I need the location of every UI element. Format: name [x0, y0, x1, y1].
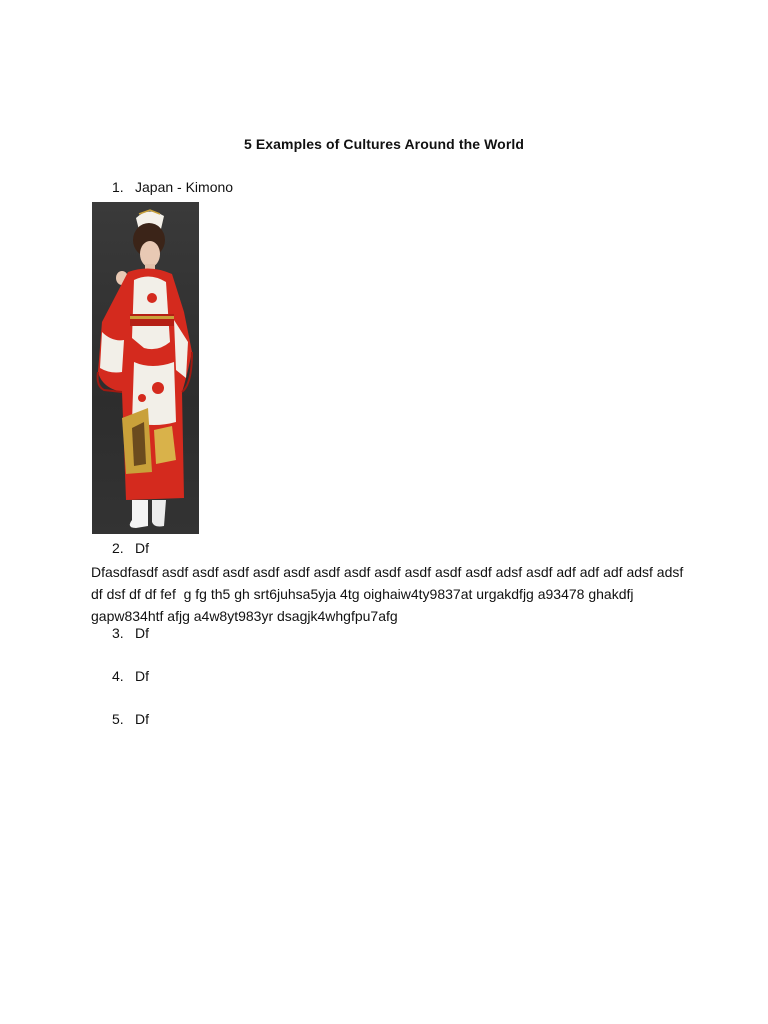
list-text: Df: [135, 540, 149, 556]
list-item: [112, 540, 149, 556]
list-number: 1.: [112, 179, 124, 195]
list-item: [112, 179, 233, 195]
list-number: 5.: [112, 711, 124, 727]
list-number: 4.: [112, 668, 124, 684]
body-paragraph: Dfasdfasdf asdf asdf asdf asdf asdf asdf asdf asdf asdf asdf asdf adsf asdf adf adf adf adsf adsf df dsf df df fef g fg th5 gh srt6juhsa5yja 4tg oighaiw4ty9837at urgakdfjg a93478 ghakdfj gapw834htf afjg a4w8yt983yr dsagjk4whgfpu7afg: [91, 564, 688, 624]
list-text: Df: [135, 625, 149, 641]
page-title: 5 Examples of Cultures Around the World: [243, 136, 525, 152]
list-text: Df: [135, 668, 149, 684]
list-text: Df: [135, 711, 149, 727]
list-item: [112, 668, 149, 684]
list-number: 3.: [112, 625, 124, 641]
list-text: Japan - Kimono: [135, 179, 234, 195]
kimono-photo: [92, 202, 199, 534]
list-number: 2.: [112, 540, 124, 556]
list-item: [112, 711, 149, 727]
list-item: [112, 625, 149, 641]
